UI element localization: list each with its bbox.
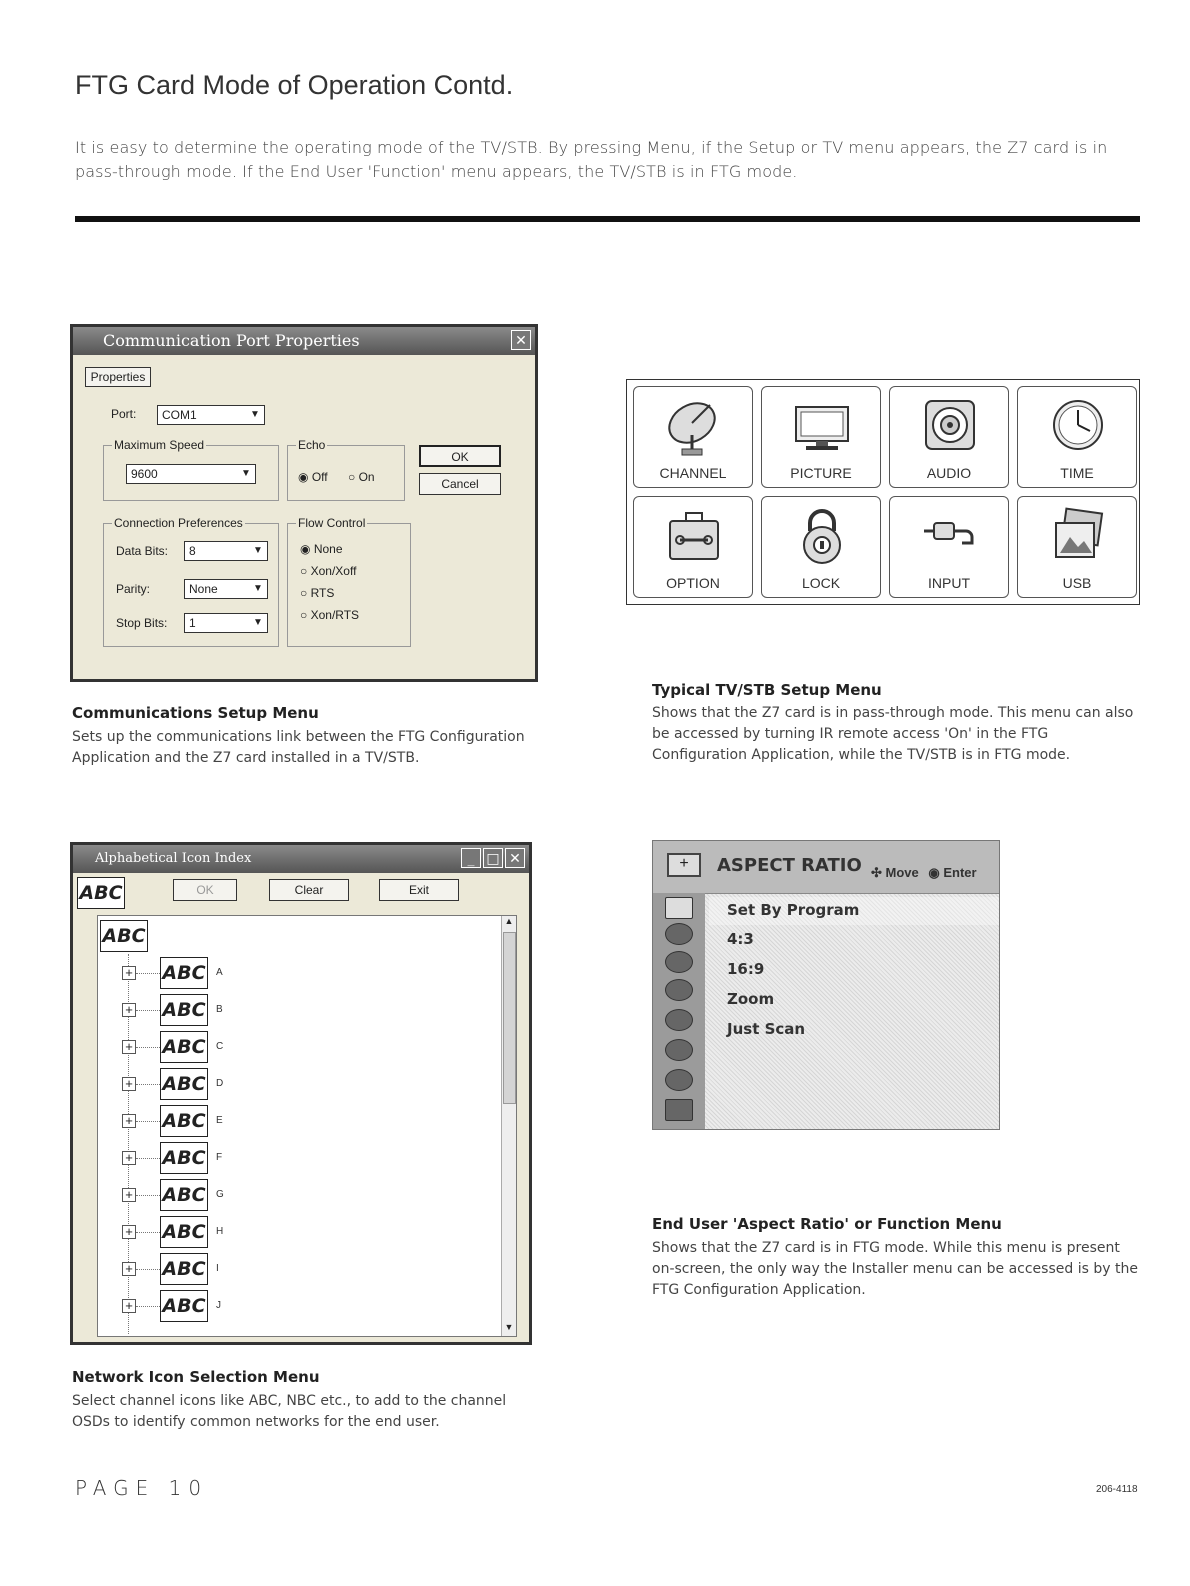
- tree-connector: [136, 1121, 160, 1122]
- sidebar-item-clock[interactable]: [665, 979, 693, 1001]
- document-number: 206-4118: [1096, 1484, 1138, 1495]
- letter-label: I: [216, 1263, 219, 1274]
- clock-icon: [1048, 395, 1108, 457]
- chevron-down-icon: ▼: [253, 583, 263, 594]
- max-speed-label: Maximum Speed: [114, 438, 205, 452]
- icon-caption-title: Network Icon Selection Menu: [72, 1368, 320, 1386]
- chevron-down-icon: ▼: [241, 468, 251, 479]
- abc-network-icon[interactable]: ABC: [160, 1031, 208, 1063]
- flow-control-label: Flow Control: [298, 516, 366, 530]
- tree-connector: [136, 973, 160, 974]
- divider: [75, 216, 1140, 222]
- expand-icon[interactable]: +: [122, 1262, 136, 1276]
- sidebar-item-audio[interactable]: [665, 1039, 693, 1061]
- comm-caption-title: Communications Setup Menu: [72, 704, 319, 722]
- tv-caption-title: Typical TV/STB Setup Menu: [652, 681, 882, 699]
- comm-caption-body: Sets up the communications link between the FTG Configuration Application and the Z7 card installed in a TV/STB.: [72, 729, 525, 766]
- letter-label: C: [216, 1041, 224, 1052]
- abc-network-icon[interactable]: ABC: [160, 1253, 208, 1285]
- sidebar-item-channel[interactable]: [665, 923, 693, 945]
- aspect-ratio-menu: [652, 840, 1000, 1130]
- abc-network-icon[interactable]: ABC: [160, 1105, 208, 1137]
- tile-audio[interactable]: [889, 386, 1009, 488]
- letter-label: B: [216, 1004, 223, 1015]
- sidebar-item-picture[interactable]: [665, 897, 693, 919]
- chevron-down-icon: ▼: [250, 409, 260, 420]
- stop-bits-value: 1: [189, 616, 196, 630]
- list-item[interactable]: [98, 1289, 478, 1323]
- stop-bits-label: Stop Bits:: [116, 616, 168, 630]
- minimize-icon[interactable]: _: [461, 848, 481, 868]
- abc-network-icon[interactable]: ABC: [160, 957, 208, 989]
- list-item[interactable]: [98, 993, 478, 1027]
- scrollbar-thumb[interactable]: [503, 932, 516, 1104]
- speaker-icon: [920, 395, 980, 457]
- comm-port-window: [70, 324, 538, 682]
- tree-connector: [136, 1010, 160, 1011]
- list-item[interactable]: [98, 1215, 478, 1249]
- expand-icon[interactable]: +: [122, 1077, 136, 1091]
- chevron-down-icon: ▼: [253, 545, 263, 556]
- exit-button[interactable]: Exit: [379, 879, 459, 901]
- option-16-9[interactable]: 16:9: [727, 960, 765, 978]
- letter-label: H: [216, 1226, 224, 1237]
- tv-caption-body: Shows that the Z7 card is in pass-through mode. This menu can also be accessed by turning IR remote access 'On' in the FTG Configuration Application, while the TV/STB is in FTG mode.: [652, 705, 1134, 763]
- tile-time-label: TIME: [1060, 465, 1094, 481]
- plug-icon: [920, 505, 980, 567]
- letter-label: E: [216, 1115, 223, 1126]
- option-zoom[interactable]: Zoom: [727, 990, 775, 1008]
- aspect-caption-body: Shows that the Z7 card is in FTG mode. While this menu is present on-screen, the only way the Installer menu can be accessed is by the FTG Configuration Application.: [652, 1240, 1138, 1298]
- sidebar-item-input[interactable]: [665, 1069, 693, 1091]
- page-title: FTG Card Mode of Operation Contd.: [75, 70, 514, 100]
- close-icon[interactable]: ✕: [511, 330, 531, 350]
- expand-icon[interactable]: +: [122, 1003, 136, 1017]
- lock-icon: [792, 505, 852, 567]
- tree-connector: [136, 1269, 160, 1270]
- ok-button[interactable]: OK: [419, 445, 501, 467]
- letter-label: D: [216, 1078, 224, 1089]
- abc-network-icon[interactable]: ABC: [160, 1216, 208, 1248]
- chevron-down-icon: ▼: [253, 617, 263, 628]
- scrollbar[interactable]: ▲ ▼: [501, 916, 516, 1336]
- icon-window-title: Alphabetical Icon Index: [95, 851, 252, 866]
- parity-value: None: [189, 582, 218, 596]
- comm-window-titlebar: [73, 327, 535, 355]
- echo-group: [287, 438, 405, 501]
- icon-tree: [97, 915, 517, 1337]
- conn-pref-label: Connection Preferences: [114, 516, 243, 530]
- sidebar-item-time[interactable]: [665, 951, 693, 973]
- tile-picture-label: PICTURE: [790, 465, 852, 481]
- parity-label: Parity:: [116, 582, 151, 596]
- sidebar-item-usb[interactable]: [665, 1099, 693, 1121]
- tree-connector: [136, 1195, 160, 1196]
- clear-button[interactable]: Clear: [269, 879, 349, 901]
- max-speed-select[interactable]: [126, 464, 256, 484]
- flow-xon-radio[interactable]: ○ Xon/Xoff: [300, 564, 357, 578]
- abc-network-icon[interactable]: ABC: [160, 1290, 208, 1322]
- port-select[interactable]: [157, 405, 265, 425]
- toolbox-icon: [664, 505, 724, 567]
- expand-icon[interactable]: +: [122, 1151, 136, 1165]
- expand-icon[interactable]: +: [122, 1225, 136, 1239]
- tree-connector: [136, 1047, 160, 1048]
- option-set-by-program[interactable]: Set By Program: [727, 901, 860, 919]
- tile-channel-label: CHANNEL: [659, 465, 727, 481]
- move-hint: [871, 865, 977, 881]
- letter-label: J: [216, 1300, 221, 1311]
- expand-icon[interactable]: +: [122, 1040, 136, 1054]
- list-item[interactable]: [98, 1252, 478, 1286]
- expand-icon[interactable]: +: [122, 966, 136, 980]
- tile-lock[interactable]: [761, 496, 881, 598]
- letter-label: F: [216, 1152, 223, 1163]
- icon-window-titlebar: [73, 845, 529, 873]
- aspect-menu-header: [653, 841, 999, 894]
- tile-lock-label: LOCK: [801, 575, 841, 591]
- tile-option-label: OPTION: [666, 575, 720, 591]
- abc-network-icon[interactable]: ABC: [160, 1179, 208, 1211]
- sidebar-item-option[interactable]: [665, 1009, 693, 1031]
- letter-label: G: [216, 1189, 224, 1200]
- echo-off-radio[interactable]: ◉ Off: [298, 470, 328, 484]
- tree-connector: [136, 1306, 160, 1307]
- cancel-button[interactable]: Cancel: [419, 473, 501, 495]
- abc-root-icon[interactable]: ABC: [100, 920, 148, 952]
- max-speed-group: [103, 438, 279, 501]
- expand-icon[interactable]: +: [122, 1188, 136, 1202]
- tile-audio-label: AUDIO: [926, 465, 972, 481]
- close-icon[interactable]: ✕: [505, 848, 525, 868]
- parity-select[interactable]: [184, 579, 268, 599]
- flow-xonrts-label: Xon/RTS: [310, 608, 360, 622]
- data-bits-label: Data Bits:: [116, 544, 169, 558]
- tile-input-label: INPUT: [928, 575, 970, 591]
- stop-bits-select[interactable]: [184, 613, 268, 633]
- tile-input[interactable]: [889, 496, 1009, 598]
- abc-network-icon[interactable]: ABC: [160, 1142, 208, 1174]
- port-label: Port:: [111, 407, 137, 421]
- flow-xonrts-radio[interactable]: ○ Xon/RTS: [300, 608, 360, 622]
- tile-option[interactable]: [633, 496, 753, 598]
- satellite-dish-icon: [664, 395, 724, 457]
- data-bits-select[interactable]: [184, 541, 268, 561]
- aspect-caption-title: End User 'Aspect Ratio' or Function Menu: [652, 1215, 1002, 1233]
- page-number: PAGE 10: [75, 1476, 209, 1500]
- tv-setup-menu: [626, 379, 1140, 605]
- abc-logo: ABC: [77, 877, 125, 909]
- connection-preferences-group: [103, 516, 279, 647]
- tree-connector: [136, 1084, 160, 1085]
- tile-picture[interactable]: [761, 386, 881, 488]
- tree-connector: [136, 1232, 160, 1233]
- tree-connector: [136, 1158, 160, 1159]
- port-value: COM1: [162, 408, 197, 422]
- flow-rts-radio[interactable]: ○ RTS: [300, 586, 335, 600]
- echo-on-radio[interactable]: ○ On: [348, 470, 375, 484]
- option-4-3[interactable]: 4:3: [727, 930, 754, 948]
- option-just-scan[interactable]: Just Scan: [727, 1020, 806, 1038]
- list-item[interactable]: [98, 1104, 478, 1138]
- list-item[interactable]: [98, 1141, 478, 1175]
- aspect-menu-title: ASPECT RATIO: [717, 855, 862, 876]
- list-item[interactable]: [98, 1030, 478, 1064]
- abc-network-icon[interactable]: ABC: [160, 994, 208, 1026]
- echo-on-label: On: [358, 470, 375, 484]
- tile-usb[interactable]: [1017, 496, 1137, 598]
- enter-label: Enter: [943, 865, 977, 880]
- screen-icon: +: [667, 853, 701, 877]
- data-bits-value: 8: [189, 544, 196, 558]
- flow-none-radio[interactable]: ◉ None: [300, 542, 343, 556]
- tile-usb-label: USB: [1062, 575, 1092, 591]
- echo-off-label: Off: [311, 470, 328, 484]
- echo-label: Echo: [298, 438, 326, 452]
- flow-xon-label: Xon/Xoff: [310, 564, 357, 578]
- maximize-icon[interactable]: □: [483, 848, 503, 868]
- aspect-menu-sidebar: [653, 893, 705, 1129]
- comm-window-title: Communication Port Properties: [103, 331, 360, 350]
- intro-paragraph: It is easy to determine the operating mode of the TV/STB. By pressing Menu, if the Setup or TV menu appears, the Z7 card is in pass-through mode. If the End User 'Function' menu appears, the TV/STB is in FTG mode.: [75, 138, 1108, 181]
- tab-properties[interactable]: Properties: [85, 367, 151, 387]
- enter-icon: ◉: [928, 865, 940, 880]
- move-label: Move: [885, 865, 919, 880]
- abc-network-icon[interactable]: ABC: [160, 1068, 208, 1100]
- expand-icon[interactable]: +: [122, 1114, 136, 1128]
- flow-rts-label: RTS: [310, 586, 335, 600]
- list-item[interactable]: [98, 1178, 478, 1212]
- ok-button[interactable]: OK: [173, 879, 237, 901]
- icon-index-window: [70, 842, 532, 1345]
- expand-icon[interactable]: +: [122, 1299, 136, 1313]
- icon-caption-body: Select channel icons like ABC, NBC etc., to add to the channel OSDs to identify common networks for the end user.: [72, 1393, 507, 1430]
- flow-none-label: None: [313, 542, 343, 556]
- tile-channel[interactable]: [633, 386, 753, 488]
- flow-control-group: [287, 516, 411, 647]
- tile-time[interactable]: [1017, 386, 1137, 488]
- max-speed-value: 9600: [131, 467, 158, 481]
- move-arrows-icon: ✣: [871, 865, 882, 880]
- letter-label: A: [216, 967, 223, 978]
- monitor-icon: [792, 395, 852, 457]
- list-item[interactable]: [98, 956, 478, 990]
- photos-icon: [1048, 505, 1108, 567]
- list-item[interactable]: [98, 1067, 478, 1101]
